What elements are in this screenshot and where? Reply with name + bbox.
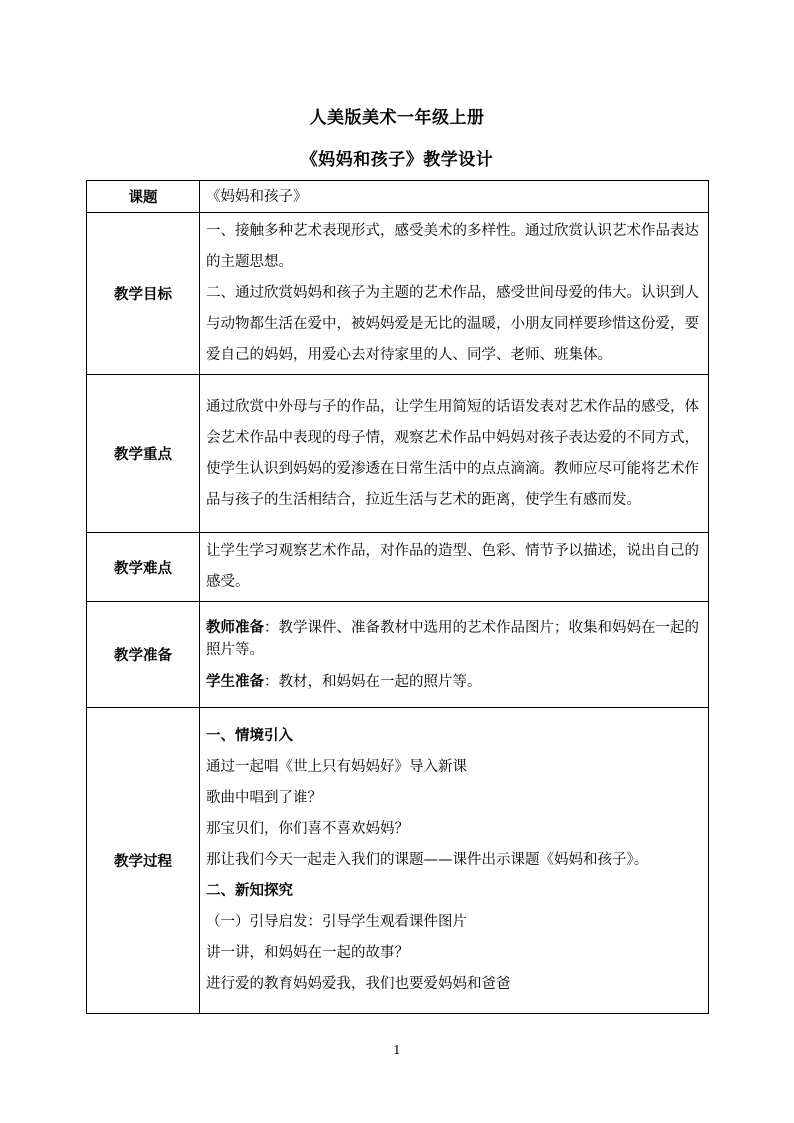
key-points-content: 通过欣赏中外母与子的作品，让学生用简短的话语发表对艺术作品的感受，体会艺术作品中表现的母子情，观察艺术作品中妈妈对孩子表达爱的不同方式，使学生认识到妈妈的爱渗透在日常生活中的点点滴滴。教师应尽可能将艺术作品与孩子的生活相结合，拉近生活与艺术的距离，使学生有感而发。: [200, 375, 709, 533]
process-line: 通过一起唱《世上只有妈妈好》导入新课: [206, 759, 467, 775]
goal-item-1: 一、接触多种艺术表现形式，感受美术的多样性。通过欣赏认识艺术作品表达的主题思想。: [206, 223, 699, 270]
preparation-content: [200, 602, 709, 708]
process-line: 进行爱的教育妈妈爱我，我们也要爱妈妈和爸爸: [206, 976, 511, 992]
student-preparation-label: 学生准备: [206, 673, 264, 690]
process-content: [200, 708, 709, 1014]
process-line: （一）引导启发：引导学生观看课件图片: [206, 914, 467, 930]
student-preparation-text: ：教材，和妈妈在一起的照片等。: [264, 673, 482, 690]
document-title: 人美版美术一年级上册: [309, 108, 485, 128]
table-row-preparation: [87, 602, 709, 708]
row-label-preparation: 教学准备: [87, 602, 200, 708]
table-row-process: [87, 708, 709, 1014]
student-preparation: [206, 671, 702, 693]
page-number: 1: [393, 1043, 401, 1057]
goals-content: [200, 213, 709, 375]
row-label-topic: 课题: [87, 181, 200, 213]
table-row-key-points: [87, 375, 709, 533]
teacher-preparation: [206, 617, 702, 661]
teacher-preparation-text: ：教学课件、准备教材中选用的艺术作品图片；收集和妈妈在一起的照片等。: [206, 619, 699, 658]
process-section-1-title: 一、情境引入: [206, 728, 293, 744]
table-row-goals: [87, 213, 709, 375]
row-label-difficulties: 教学难点: [87, 533, 200, 602]
teacher-preparation-label: 教师准备: [206, 619, 264, 636]
table-row-topic: [87, 181, 709, 213]
row-label-process: 教学过程: [87, 708, 200, 1014]
process-section-2-title: 二、新知探究: [206, 883, 293, 899]
process-line: 那让我们今天一起走入我们的课题——课件出示课题《妈妈和孩子》。: [206, 852, 649, 868]
lesson-plan-table: [86, 180, 709, 1014]
row-label-key-points: 教学重点: [87, 375, 200, 533]
process-line: 歌曲中唱到了谁？: [206, 790, 322, 806]
table-row-difficulties: [87, 533, 709, 602]
difficulties-content: 让学生学习观察艺术作品，对作品的造型、色彩、情节予以描述，说出自己的感受。: [200, 533, 709, 602]
topic-value: 《妈妈和孩子》: [200, 181, 709, 213]
process-line: 讲一讲，和妈妈在一起的故事？: [206, 945, 409, 961]
goal-item-2: 二、通过欣赏妈妈和孩子为主题的艺术作品，感受世间母爱的伟大。认识到人与动物都生活在爱中，被妈妈爱是无比的温暖，小朋友同样要珍惜这份爱，要爱自己的妈妈，用爱心去对待家里的人、同学、老师、班集体。: [206, 285, 699, 363]
process-line: 那宝贝们，你们喜不喜欢妈妈？: [206, 821, 409, 837]
document-subtitle: 《妈妈和孩子》教学设计: [300, 150, 494, 170]
row-label-goals: 教学目标: [87, 213, 200, 375]
